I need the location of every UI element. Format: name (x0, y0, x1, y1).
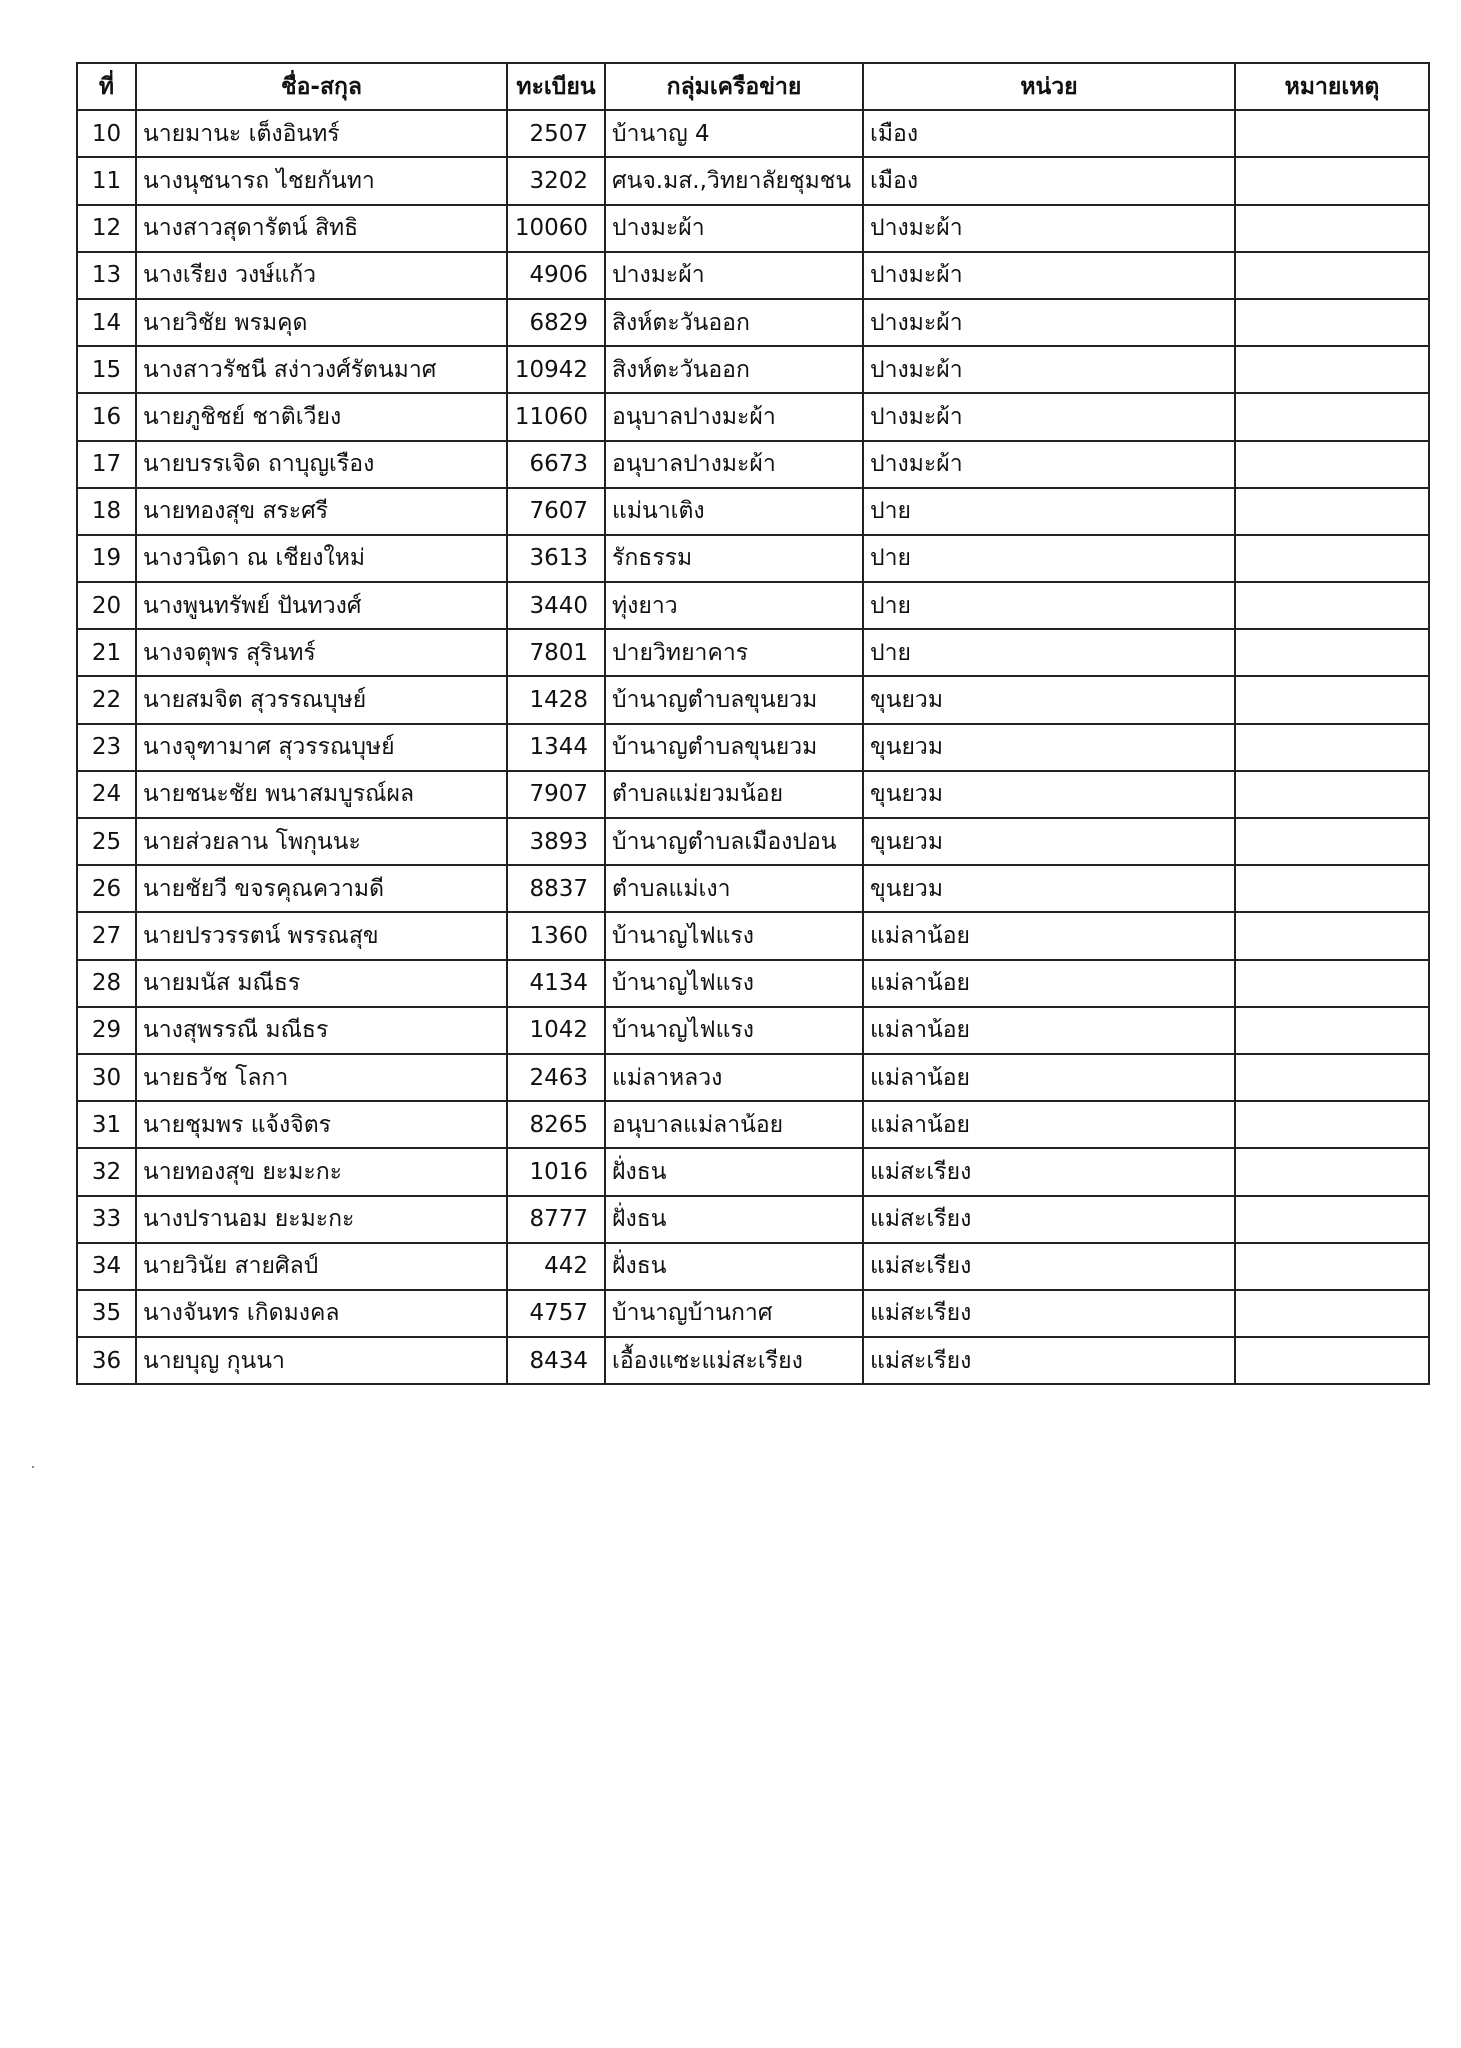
cell-reg: 6829 (507, 299, 605, 346)
cell-name: นายบุญ กุนนา (136, 1337, 507, 1384)
cell-name: นางสาวรัชนี สง่าวงศ์รัตนมาศ (136, 346, 507, 393)
cell-network: สิงห์ตะวันออก (605, 299, 863, 346)
cell-no: 10 (77, 110, 136, 157)
cell-unit: แม่ลาน้อย (863, 1007, 1235, 1054)
table-row (77, 1243, 1429, 1290)
cell-name: นายภูชิชย์ ชาติเวียง (136, 393, 507, 440)
cell-unit: ปางมะผ้า (863, 393, 1235, 440)
table-row (77, 1196, 1429, 1243)
cell-reg: 7907 (507, 771, 605, 818)
cell-name: นางจุฑามาศ สุวรรณบุษย์ (136, 724, 507, 771)
table-row (77, 818, 1429, 865)
table-row (77, 724, 1429, 771)
cell-reg: 4906 (507, 252, 605, 299)
cell-unit: ปางมะผ้า (863, 299, 1235, 346)
cell-note (1235, 1054, 1429, 1101)
table-row (77, 1337, 1429, 1384)
cell-name: นายทองสุข ยะมะกะ (136, 1148, 507, 1195)
cell-no: 13 (77, 252, 136, 299)
cell-reg: 2463 (507, 1054, 605, 1101)
cell-name: นางนุชนารถ ไชยกันทา (136, 157, 507, 204)
cell-name: นายสมจิต สุวรรณบุษย์ (136, 676, 507, 723)
cell-note (1235, 1007, 1429, 1054)
cell-network: ตำบลแม่ยวมน้อย (605, 771, 863, 818)
cell-note (1235, 1243, 1429, 1290)
cell-network: ปางมะผ้า (605, 252, 863, 299)
cell-reg: 7801 (507, 629, 605, 676)
cell-network: อนุบาลปางมะผ้า (605, 441, 863, 488)
cell-note (1235, 1290, 1429, 1337)
cell-note (1235, 157, 1429, 204)
table-row (77, 912, 1429, 959)
cell-no: 18 (77, 488, 136, 535)
cell-no: 26 (77, 865, 136, 912)
cell-reg: 7607 (507, 488, 605, 535)
cell-reg: 4134 (507, 960, 605, 1007)
cell-name: นายทองสุข สระศรี (136, 488, 507, 535)
cell-network: ฝั่งธน (605, 1243, 863, 1290)
cell-network: ฝั่งธน (605, 1196, 863, 1243)
cell-name: นายวินัย สายศิลป์ (136, 1243, 507, 1290)
cell-note (1235, 771, 1429, 818)
cell-network: บ้านาญตำบลขุนยวม (605, 724, 863, 771)
cell-note (1235, 629, 1429, 676)
header-network: กลุ่มเครือข่าย (605, 63, 863, 110)
cell-network: บ้านาญไฟแรง (605, 912, 863, 959)
table-row (77, 488, 1429, 535)
cell-note (1235, 535, 1429, 582)
cell-unit: ขุนยวม (863, 724, 1235, 771)
header-unit: หน่วย (863, 63, 1235, 110)
cell-reg: 3440 (507, 582, 605, 629)
cell-network: ฝั่งธน (605, 1148, 863, 1195)
cell-unit: ปาย (863, 535, 1235, 582)
cell-no: 12 (77, 205, 136, 252)
cell-note (1235, 346, 1429, 393)
cell-no: 14 (77, 299, 136, 346)
cell-note (1235, 1196, 1429, 1243)
cell-name: นายวิชัย พรมคุด (136, 299, 507, 346)
cell-note (1235, 912, 1429, 959)
cell-reg: 3613 (507, 535, 605, 582)
cell-unit: ปางมะผ้า (863, 346, 1235, 393)
cell-name: นางพูนทรัพย์ ปันทวงศ์ (136, 582, 507, 629)
table-row (77, 393, 1429, 440)
cell-unit: เมือง (863, 110, 1235, 157)
cell-name: นางวนิดา ณ เชียงใหม่ (136, 535, 507, 582)
cell-reg: 1016 (507, 1148, 605, 1195)
cell-name: นางปรานอม ยะมะกะ (136, 1196, 507, 1243)
cell-no: 25 (77, 818, 136, 865)
cell-no: 20 (77, 582, 136, 629)
cell-no: 35 (77, 1290, 136, 1337)
cell-network: บ้านาญ 4 (605, 110, 863, 157)
cell-note (1235, 110, 1429, 157)
header-no: ที่ (77, 63, 136, 110)
table-row (77, 1054, 1429, 1101)
cell-network: บ้านาญไฟแรง (605, 1007, 863, 1054)
cell-unit: แม่สะเรียง (863, 1337, 1235, 1384)
cell-no: 17 (77, 441, 136, 488)
cell-note (1235, 488, 1429, 535)
cell-no: 19 (77, 535, 136, 582)
cell-network: ทุ่งยาว (605, 582, 863, 629)
table-row (77, 1101, 1429, 1148)
cell-no: 30 (77, 1054, 136, 1101)
table-row (77, 535, 1429, 582)
cell-network: บ้านาญตำบลเมืองปอน (605, 818, 863, 865)
cell-reg: 8837 (507, 865, 605, 912)
scan-speck (32, 1466, 34, 1468)
cell-reg: 6673 (507, 441, 605, 488)
cell-name: นางสุพรรณี มณีธร (136, 1007, 507, 1054)
table-row (77, 1007, 1429, 1054)
cell-unit: แม่สะเรียง (863, 1196, 1235, 1243)
cell-name: นายชุมพร แจ้งจิตร (136, 1101, 507, 1148)
cell-name: นางจันทร เกิดมงคล (136, 1290, 507, 1337)
cell-name: นางเรียง วงษ์แก้ว (136, 252, 507, 299)
cell-reg: 8434 (507, 1337, 605, 1384)
header-note: หมายเหตุ (1235, 63, 1429, 110)
cell-note (1235, 1101, 1429, 1148)
cell-note (1235, 818, 1429, 865)
cell-name: นายชัยวี ขจรคุณความดี (136, 865, 507, 912)
cell-no: 36 (77, 1337, 136, 1384)
cell-no: 33 (77, 1196, 136, 1243)
cell-unit: แม่ลาน้อย (863, 912, 1235, 959)
cell-reg: 8777 (507, 1196, 605, 1243)
table-row (77, 157, 1429, 204)
cell-name: นายส่วยลาน โพกุนนะ (136, 818, 507, 865)
cell-no: 31 (77, 1101, 136, 1148)
cell-note (1235, 393, 1429, 440)
table-row (77, 960, 1429, 1007)
member-table (76, 62, 1430, 1385)
table-row (77, 1148, 1429, 1195)
cell-unit: แม่ลาน้อย (863, 1054, 1235, 1101)
cell-network: ปางมะผ้า (605, 205, 863, 252)
cell-network: บ้านาญตำบลขุนยวม (605, 676, 863, 723)
cell-reg: 1042 (507, 1007, 605, 1054)
cell-unit: ปาย (863, 629, 1235, 676)
table-row (77, 1290, 1429, 1337)
cell-unit: ขุนยวม (863, 771, 1235, 818)
cell-name: นายชนะชัย พนาสมบูรณ์ผล (136, 771, 507, 818)
cell-note (1235, 724, 1429, 771)
table-row (77, 865, 1429, 912)
cell-reg: 3893 (507, 818, 605, 865)
cell-note (1235, 252, 1429, 299)
cell-network: บ้านาญไฟแรง (605, 960, 863, 1007)
cell-unit: แม่ลาน้อย (863, 1101, 1235, 1148)
cell-no: 28 (77, 960, 136, 1007)
cell-unit: ปางมะผ้า (863, 441, 1235, 488)
cell-unit: ปางมะผ้า (863, 205, 1235, 252)
cell-no: 24 (77, 771, 136, 818)
cell-reg: 442 (507, 1243, 605, 1290)
cell-unit: ปาย (863, 582, 1235, 629)
table-row (77, 441, 1429, 488)
cell-unit: ขุนยวม (863, 865, 1235, 912)
cell-reg: 1344 (507, 724, 605, 771)
cell-network: ศนจ.มส.,วิทยาลัยชุมชน (605, 157, 863, 204)
cell-no: 27 (77, 912, 136, 959)
cell-unit: เมือง (863, 157, 1235, 204)
cell-unit: แม่ลาน้อย (863, 960, 1235, 1007)
cell-network: อนุบาลปางมะผ้า (605, 393, 863, 440)
cell-network: แม่นาเติง (605, 488, 863, 535)
cell-no: 32 (77, 1148, 136, 1195)
cell-network: แม่ลาหลวง (605, 1054, 863, 1101)
table-row (77, 252, 1429, 299)
cell-network: สิงห์ตะวันออก (605, 346, 863, 393)
cell-note (1235, 582, 1429, 629)
cell-no: 16 (77, 393, 136, 440)
cell-reg: 1428 (507, 676, 605, 723)
cell-unit: ขุนยวม (863, 818, 1235, 865)
table-row (77, 205, 1429, 252)
cell-no: 29 (77, 1007, 136, 1054)
cell-reg: 3202 (507, 157, 605, 204)
cell-no: 21 (77, 629, 136, 676)
cell-name: นายมนัส มณีธร (136, 960, 507, 1007)
table-row (77, 346, 1429, 393)
cell-network: อนุบาลแม่ลาน้อย (605, 1101, 863, 1148)
table-row (77, 629, 1429, 676)
cell-reg: 11060 (507, 393, 605, 440)
header-name: ชื่อ-สกุล (136, 63, 507, 110)
cell-name: นายมานะ เต็งอินทร์ (136, 110, 507, 157)
table-body (77, 110, 1429, 1384)
cell-note (1235, 865, 1429, 912)
cell-reg: 10060 (507, 205, 605, 252)
cell-network: บ้านาญบ้านกาศ (605, 1290, 863, 1337)
cell-name: นางสาวสุดารัตน์ สิทธิ (136, 205, 507, 252)
cell-unit: แม่สะเรียง (863, 1290, 1235, 1337)
cell-no: 22 (77, 676, 136, 723)
cell-unit: แม่สะเรียง (863, 1148, 1235, 1195)
cell-reg: 8265 (507, 1101, 605, 1148)
cell-name: นายปรวรรตน์ พรรณสุข (136, 912, 507, 959)
cell-note (1235, 299, 1429, 346)
cell-network: เอื้องแซะแม่สะเรียง (605, 1337, 863, 1384)
cell-reg: 1360 (507, 912, 605, 959)
table-row (77, 676, 1429, 723)
cell-no: 34 (77, 1243, 136, 1290)
cell-note (1235, 960, 1429, 1007)
table-header-row (77, 63, 1429, 110)
table-row (77, 771, 1429, 818)
cell-unit: แม่สะเรียง (863, 1243, 1235, 1290)
cell-network: รักธรรม (605, 535, 863, 582)
cell-network: ปายวิทยาคาร (605, 629, 863, 676)
cell-unit: ปางมะผ้า (863, 252, 1235, 299)
cell-name: นายธวัช โลกา (136, 1054, 507, 1101)
cell-reg: 2507 (507, 110, 605, 157)
cell-name: นางจตุพร สุรินทร์ (136, 629, 507, 676)
cell-unit: ปาย (863, 488, 1235, 535)
cell-network: ตำบลแม่เงา (605, 865, 863, 912)
cell-name: นายบรรเจิด ถาบุญเรือง (136, 441, 507, 488)
cell-reg: 4757 (507, 1290, 605, 1337)
cell-no: 23 (77, 724, 136, 771)
cell-unit: ขุนยวม (863, 676, 1235, 723)
cell-note (1235, 676, 1429, 723)
cell-note (1235, 441, 1429, 488)
cell-reg: 10942 (507, 346, 605, 393)
cell-no: 15 (77, 346, 136, 393)
cell-note (1235, 1148, 1429, 1195)
header-reg: ทะเบียน (507, 63, 605, 110)
cell-no: 11 (77, 157, 136, 204)
cell-note (1235, 1337, 1429, 1384)
table-row (77, 299, 1429, 346)
table-row (77, 110, 1429, 157)
table-row (77, 582, 1429, 629)
cell-note (1235, 205, 1429, 252)
